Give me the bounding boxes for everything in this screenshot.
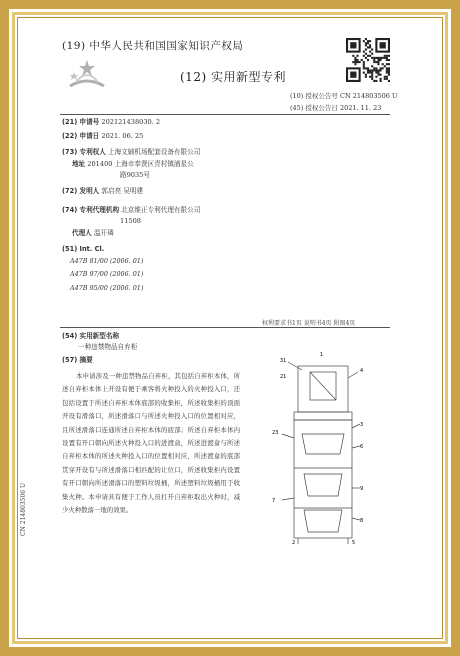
abstract-text: 本申请涉及一种违禁物品自弃柜，其包括自弃柜本体，所述自弃柜本体上开设有便于乘客将火种投入的火种投入口，还包括设置于所述自弃柜本体底部的收集柜，所述收集柜的顶面开设有滑落口，所述滑落口与所述火种投入口的位置相对应，且所述滑落口连通所述自弃柜本体的底部；所述自弃柜本体内设置有开口朝向所述火种投入口的进渡盒，所述进渡盒与所述自弃柜本体的所述火种投入口的位置相对应，所述渡盒的底部贯穿开设有与所述滑落口相匹配的让位口，所述收集柜内设置有开口朝向所述滑落口的塑料垃圾桶，所述塑料垃圾桶用于收集火种。本申请具有便于工作人员打开自弃柜取出火种时，减少火种散落一地的效果。 [62,372,240,515]
patent-drawing-figure [258,348,368,546]
publication-date: 2021. 11. 23 [340,104,382,112]
ipc-class-1: A47B 81/00 (2006. 01) [70,257,144,265]
field-utility-name-label [62,332,119,341]
publication-number: CN 214803506 U [340,92,398,100]
drawing-label: 9 [360,486,364,492]
field-ipc-label [62,245,104,254]
application-number-label: (21) 申请号 [62,118,100,126]
field-filing-date [62,132,143,141]
address-line1: 201400 上海市奉贤区青村镇浦星公 [87,160,194,168]
field-agency-2 [120,217,141,226]
field-abstract-label [62,356,93,365]
owner: 上海文辅机场配套设备有限公司 [107,148,201,156]
document-type: (12) 实用新型专利 [180,70,286,84]
field-agent [72,229,114,238]
qr-code-icon [346,38,390,82]
field-inventors [62,187,143,196]
drawing-label: 23 [272,430,279,436]
filing-date: 2021. 06. 25 [101,132,144,140]
filing-date-label: (22) 申请日 [62,132,100,140]
agent: 温开璘 [93,229,114,237]
drawing-label: 4 [360,368,364,374]
drawing-label: 5 [352,540,356,546]
publication-date-label: (45) 授权公告日 [290,104,338,112]
national-emblem-icon [66,58,108,90]
owner-label: (73) 专利权人 [62,148,106,156]
ipc-class-3: A47B 95/00 (2006. 01) [70,284,144,292]
field-agency [62,206,200,215]
drawing-label: 1 [320,352,324,358]
drawing-label: 8 [360,518,364,524]
field-address-2 [120,171,150,180]
address-label: 地址 [72,160,86,168]
field-utility-name [78,343,137,352]
agent-label: 代理人 [72,229,92,237]
agency-code: 11508 [120,217,141,225]
inventor-label: (72) 发明人 [62,187,100,195]
side-publication-number: CN 214803506 U [20,482,27,536]
publication-number-row [290,91,398,100]
page-count-info: 权利要求书1页 说明书4页 附图4页 [262,320,356,327]
inventors: 郭启亮 吴明建 [101,187,144,195]
drawing-label: 3 [360,422,364,428]
agency: 北京维正专利代理有限公司 [121,206,201,214]
agency-label: (74) 专利代理机构 [62,206,120,214]
ipc-class-2: A47B 97/00 (2006. 01) [70,270,144,278]
issuing-office: (19) 中华人民共和国国家知识产权局 [62,40,244,52]
drawing-label: 2 [292,540,296,546]
application-number: 202121438030. 2 [101,118,161,126]
divider-top [60,114,390,115]
publication-number-label: (10) 授权公告号 [290,92,338,100]
drawing-label: 31 [280,358,287,364]
drawing-label: 7 [272,498,276,504]
utility-name-label: (54) 实用新型名称 [62,332,120,340]
drawing-label: 21 [280,374,287,380]
publication-date-row [290,103,381,112]
abstract-label: (57) 摘要 [62,356,93,364]
divider-middle [60,327,390,328]
field-owner [62,148,200,157]
drawing-label: 6 [360,444,364,450]
field-address [72,160,194,169]
address-line2: 路9035号 [120,171,150,179]
ipc-label: (51) Int. Cl. [62,245,105,253]
utility-name: 一种违禁物品自弃柜 [78,343,138,351]
field-application-number [62,118,160,127]
